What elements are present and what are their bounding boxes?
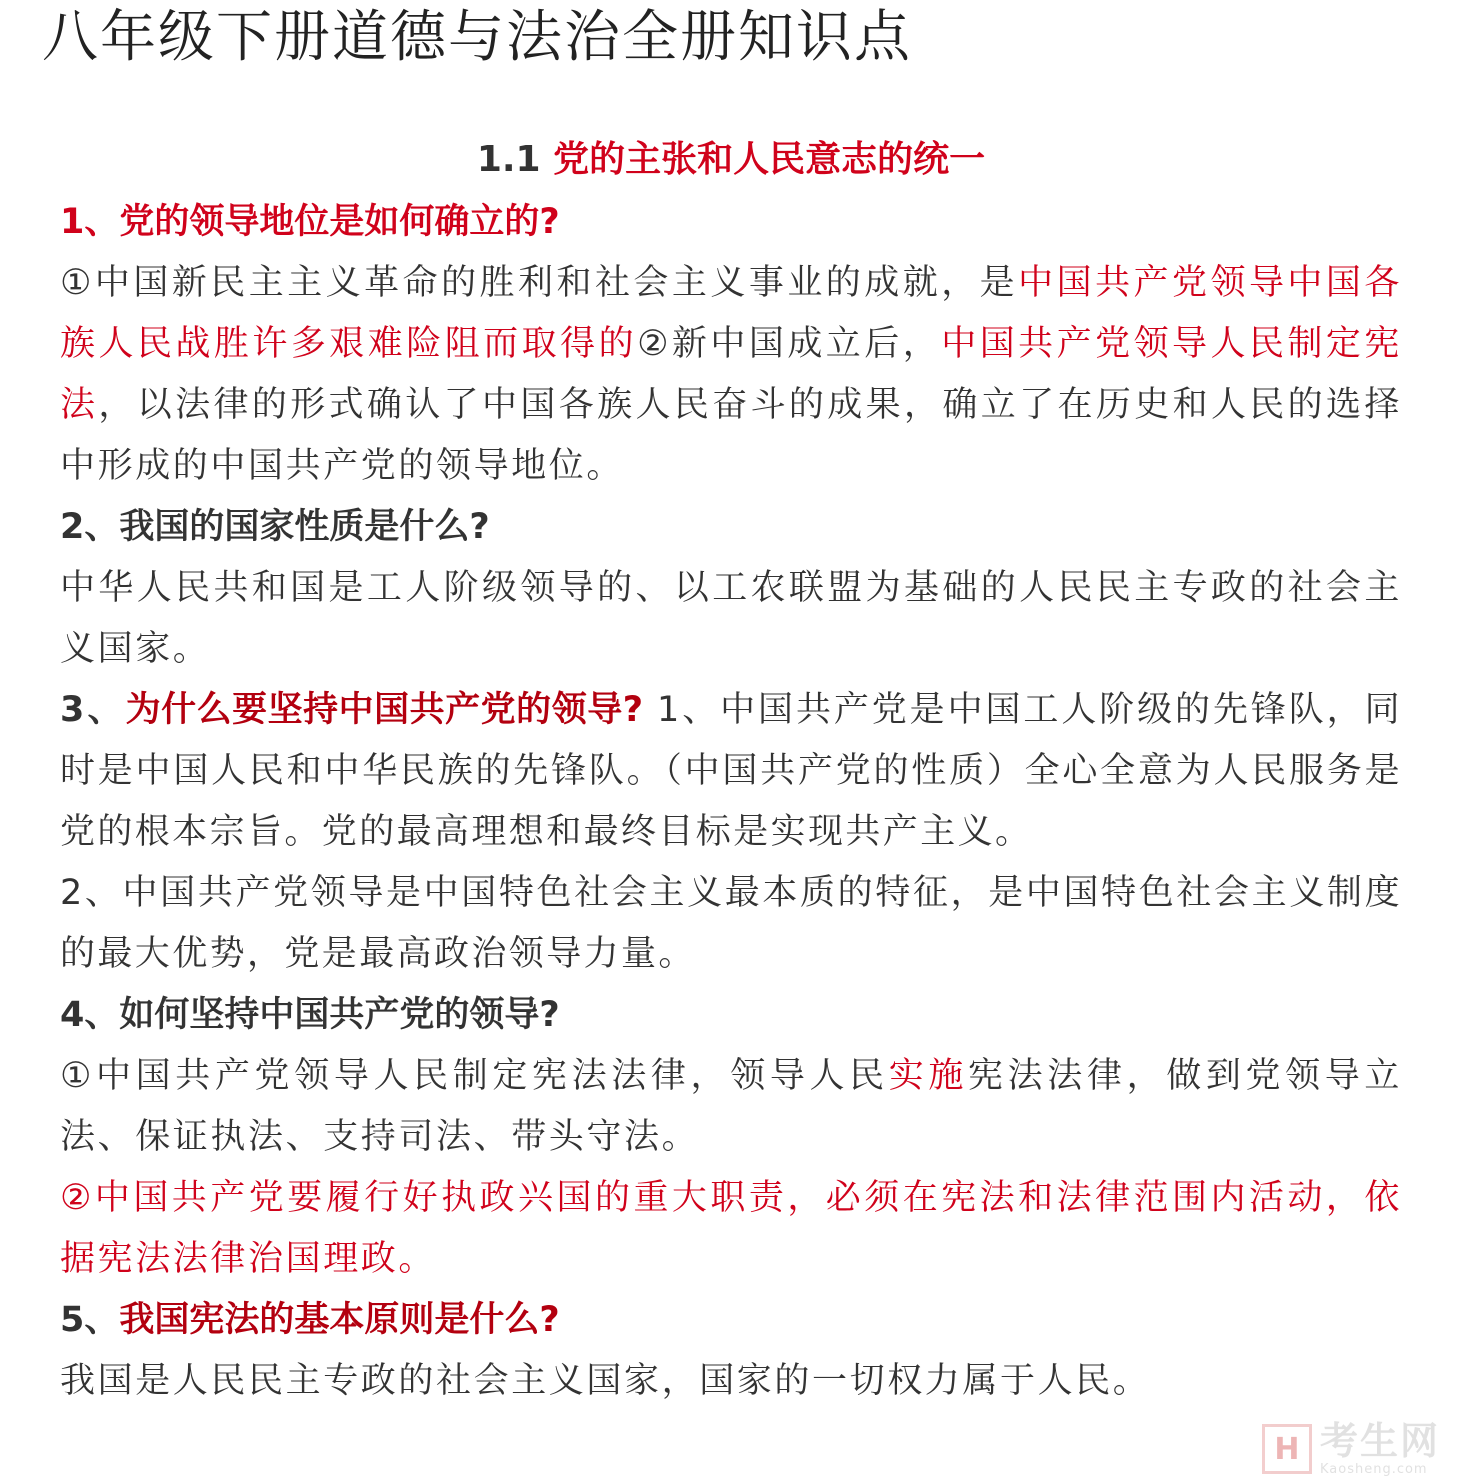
section-number: 1.1 — [476, 139, 541, 180]
answer-3-part-2: 2、中国共产党领导是中国特色社会主义最本质的特征，是中国特色社会主义制度的最大优势，党是最高政治领导力量。 — [60, 873, 1402, 974]
question-3 — [60, 680, 1402, 863]
question-4 — [60, 985, 1402, 1046]
watermark-main: 考生网 — [1319, 1419, 1440, 1463]
question-1 — [60, 192, 1402, 253]
answer-4-part-1 — [60, 1046, 1402, 1168]
question-5-number: 5、 — [60, 1300, 120, 1340]
answer-4-part-2: ②中国共产党要履行好执政兴国的重大职责，必须在宪法和法律范围内活动，依据宪法法律治国理政。 — [60, 1178, 1402, 1279]
answer-4-highlight: 实施 — [888, 1056, 969, 1096]
answer-1-part-1: ①中国新民主主义革命的胜利和社会主义事业的成就，是 — [60, 263, 1019, 303]
answer-1-part-3: ，以法律的形式确认了中国各族人民奋斗的成果，确立了在历史和人民的选择中形成的中国共产党的领导地位。 — [60, 385, 1402, 486]
question-4-text: 如何坚持中国共产党的领导? — [119, 995, 560, 1035]
section-name: 党的主张和人民意志的统一 — [553, 139, 986, 180]
question-2-text: 我国的国家性质是什么? — [119, 507, 490, 547]
watermark — [1262, 1419, 1440, 1477]
answer-1-highlight-2: 中国共产党领导人民制定宪法 — [60, 324, 1402, 425]
answer-4-post: 宪法法律，做到党领导立法、保证执法、支持司法、带头守法。 — [60, 1056, 1402, 1157]
answer-3-part-1: 1、中国共产党是中国工人阶级的先锋队，同时是中国人民和中华民族的先锋队。（中国共产党的性质）全心全意为人民服务是党的根本宗旨。党的最高理想和最终目标是实现共产主义。 — [60, 690, 1402, 852]
watermark-text — [1319, 1419, 1440, 1477]
answer-1-highlight-1: 中国共产党领导中国各族人民战胜许多艰难险阻而取得的 — [60, 263, 1402, 364]
document-body — [60, 128, 1402, 1412]
watermark-sub: Kaosheng.com — [1319, 1462, 1428, 1477]
section-heading — [60, 128, 1402, 192]
question-3-text: 为什么要坚持中国共产党的领导? — [125, 690, 644, 730]
answer-5: 我国是人民民主专政的社会主义国家，国家的一切权力属于人民。 — [60, 1361, 1151, 1401]
answer-2: 中华人民共和国是工人阶级领导的、以工农联盟为基础的人民民主专政的社会主义国家。 — [60, 568, 1402, 669]
question-2-number: 2、 — [60, 507, 120, 547]
question-2 — [60, 497, 1402, 558]
answer-1 — [60, 253, 1402, 497]
question-3-number: 3、 — [60, 690, 126, 730]
answer-1-part-2: ②新中国成立后， — [637, 324, 942, 364]
question-5 — [60, 1290, 1402, 1351]
question-1-number: 1、 — [60, 202, 120, 242]
watermark-logo-icon: H — [1262, 1424, 1312, 1474]
question-5-text: 我国宪法的基本原则是什么? — [119, 1300, 560, 1340]
question-1-text: 党的领导地位是如何确立的? — [119, 202, 560, 242]
answer-4-pre: ①中国共产党领导人民制定宪法法律，领导人民 — [60, 1056, 889, 1096]
page-title: 八年级下册道德与法治全册知识点 — [42, 5, 912, 70]
question-4-number: 4、 — [60, 995, 120, 1035]
